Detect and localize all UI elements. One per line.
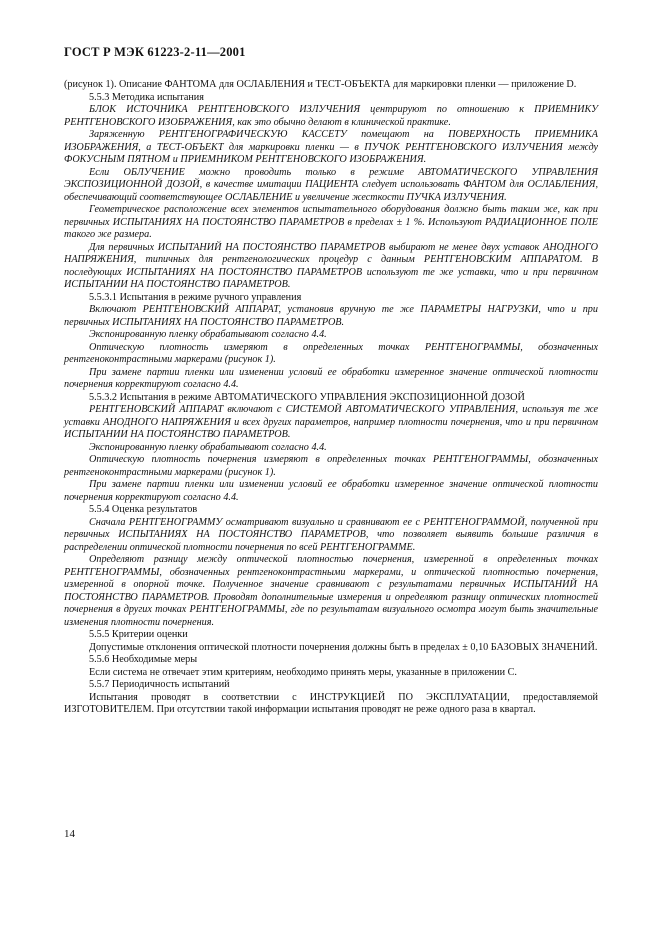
paragraph: Оптическую плотность измеряют в определенных точках РЕНТГЕНОГРАММЫ, обозначенных рентгеноконтрастными маркерами (рисунок 1). (64, 341, 598, 365)
paragraph: Допустимые отклонения оптической плотности почернения должны быть в пределах ± 0,10 БАЗОВЫХ ЗНАЧЕНИЙ. (89, 641, 598, 653)
paragraph: При замене партии пленки или изменении условий ее обработки измеренное значение оптической плотности почернения корректируют согласно 4.4. (64, 479, 598, 503)
page-header: ГОСТ Р МЭК 61223-2-11—2001 (64, 45, 246, 59)
paragraph: Заряженную РЕНТГЕНОГРАФИЧЕСКУЮ КАССЕТУ помещают на ПОВЕРХНОСТЬ ПРИЕМНИКА ИЗОБРАЖЕНИЯ, а ТЕСТ-ОБЪЕКТ для маркировки пленки — в ПУЧОК РЕНТГЕНОВСКОГО ИЗЛУЧЕНИЯ между ФОКУСНЫМ ПЯТНОМ и ПРИЕМНИКОМ РЕНТГЕНОВСКОГО ИЗОБРАЖЕНИЯ. (64, 129, 598, 165)
section-heading-5-5-5: 5.5.5 Критерии оценки (89, 629, 188, 640)
paragraph: Определяют разницу между оптической плотностью почернения, измеренной в определенных точках РЕНТГЕНОГРАММЫ, обозначенных рентгеноконтрастными маркерами, и оптической плотностью почернения, измеренной в опорной точке. Полученное значение сравнивают с результатами первичных ИСПЫТАНИЙ НА ПОСТОЯНСТВО ПАРАМЕТРОВ. Проводят дополнительные измерения и определяют разницу оптических плотностей почернения в других точках РЕНТГЕНОГРАММЫ, где по результатам визуального осмотра могут быть значительные изменения плотности почернения. (64, 554, 598, 628)
document-body (64, 79, 598, 717)
section-heading-5-5-3-1: 5.5.3.1 Испытания в режиме ручного управления (89, 291, 302, 303)
paragraph: Экспонированную пленку обрабатывают согласно 4.4. (89, 441, 327, 453)
paragraph: Сначала РЕНТГЕНОГРАММУ осматривают визуально и сравнивают ее с РЕНТГЕНОГРАММОЙ, полученной при первичных ИСПЫТАНИЯХ НА ПОСТОЯНСТВО ПАРАМЕТРОВ, что позволяет выявить большие различия в распределении оптической плотности почернения по всей РЕНТГЕНОГРАММЕ. (64, 516, 598, 553)
paragraph: Если ОБЛУЧЕНИЕ можно проводить только в режиме АВТОМАТИЧЕСКОГО УПРАВЛЕНИЯ ЭКСПОЗИЦИОННОЙ ДОЗОЙ, в качестве имитации ПАЦИЕНТА следует использовать ФАНТОМ для ОСЛАБЛЕНИЯ, обеспечивающий соответствующее ОСЛАБЛЕНИЕ и увеличение жесткости ПУЧКА ИЗЛУЧЕНИЯ. (64, 166, 598, 203)
section-heading-5-5-6: 5.5.6 Необходимые меры (89, 654, 198, 665)
paragraph: РЕНТГЕНОВСКИЙ АППАРАТ включают с СИСТЕМОЙ АВТОМАТИЧЕСКОГО УПРАВЛЕНИЯ, используя те же уставки АНОДНОГО НАПРЯЖЕНИЯ и всех других параметров, например плотности почернения, что и при первичном ИСПЫТАНИИ НА ПОСТОЯНСТВО ПАРАМЕТРОВ. (64, 404, 598, 440)
paragraph: Для первичных ИСПЫТАНИЙ НА ПОСТОЯНСТВО ПАРАМЕТРОВ выбирают не менее двух уставок АНОДНОГО НАПРЯЖЕНИЯ, типичных для рентгенологических процедур с данным РЕНТГЕНОВСКИМ АППАРАТОМ. В последующих ИСПЫТАНИЯХ НА ПОСТОЯНСТВО ПАРАМЕТРОВ используют те же уставки, что и при первичном ИСПЫТАНИИ НА ПОСТОЯНСТВО ПАРАМЕТРОВ. (64, 241, 598, 290)
paragraph-continuation: (рисунок 1). Описание ФАНТОМА для ОСЛАБЛЕНИЯ и ТЕСТ-ОБЪЕКТА для маркировки пленки — приложение D. (64, 79, 577, 90)
paragraph: Экспонированную пленку обрабатывают согласно 4.4. (89, 329, 327, 340)
section-heading-5-5-7: 5.5.7 Периодичность испытаний (89, 679, 230, 690)
paragraph: При замене партии пленки или изменении условий ее обработки измеренное значение оптической плотности почернения корректируют согласно 4.4. (64, 366, 598, 390)
paragraph: Включают РЕНТГЕНОВСКИЙ АППАРАТ, установив вручную те же ПАРАМЕТРЫ НАГРУЗКИ, что и при первичных ИСПЫТАНИЯХ НА ПОСТОЯНСТВО ПАРАМЕТРОВ. (64, 304, 598, 328)
page-number: 14 (64, 828, 75, 840)
paragraph: Геометрическое расположение всех элементов испытательного оборудования должно быть таким же, как при первичных ИСПЫТАНИЯХ НА ПОСТОЯНСТВО ПАРАМЕТРОВ в пределах ± 1 %. Используют РАДИАЦИОННОЕ ПОЛЕ такого же размера. (64, 204, 598, 240)
section-heading-5-5-3-2: 5.5.3.2 Испытания в режиме АВТОМАТИЧЕСКОГО УПРАВЛЕНИЯ ЭКСПОЗИЦИОННОЙ ДОЗОЙ (89, 391, 525, 403)
paragraph: Испытания проводят в соответствии с ИНСТРУКЦИЕЙ ПО ЭКСПЛУАТАЦИИ, предоставляемой ИЗГОТОВИТЕЛЕМ. При отсутствии такой информации испытания проводят не реже одного раза в квартал. (64, 691, 598, 715)
paragraph: Если система не отвечает этим критериям, необходимо принять меры, указанные в приложении С. (89, 666, 517, 678)
section-heading-5-5-4: 5.5.4 Оценка результатов (89, 504, 198, 515)
paragraph: Оптическую плотность почернения измеряют в определенных точках РЕНТГЕНОГРАММЫ, обозначенных рентгеноконтрастными маркерами (рисунок 1). (64, 454, 598, 478)
section-heading-5-5-3: 5.5.3 Методика испытания (89, 91, 204, 103)
paragraph: БЛОК ИСТОЧНИКА РЕНТГЕНОВСКОГО ИЗЛУЧЕНИЯ центрируют по отношению к ПРИЕМНИКУ РЕНТГЕНОВСКОГО ИЗОБРАЖЕНИЯ, как это обычно делают в клинической практике. (64, 104, 598, 128)
